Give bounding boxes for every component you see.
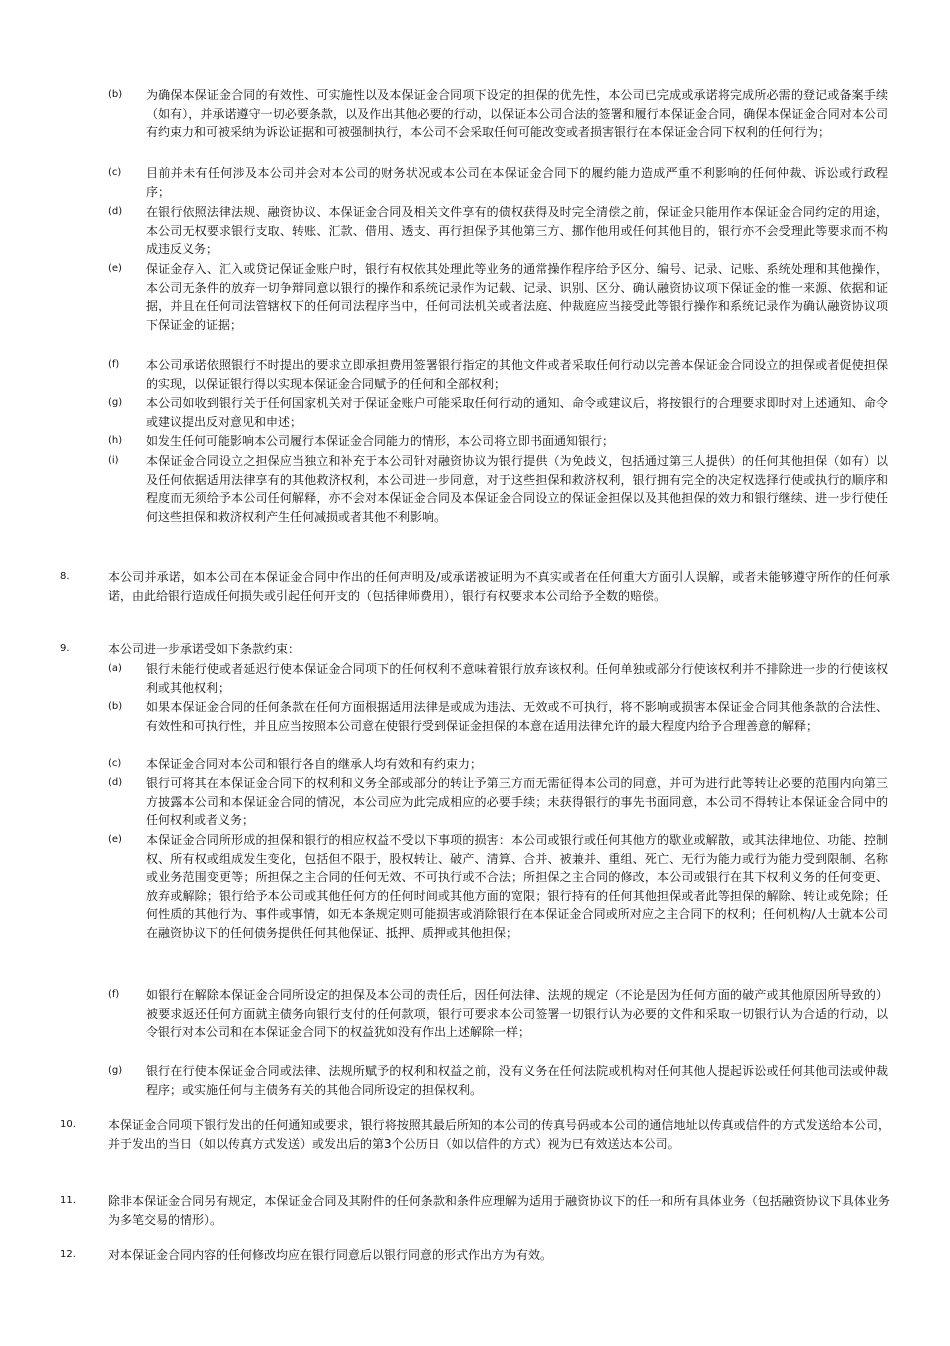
clause-text: 保证金存入、汇入或贷记保证金账户时，银行有权依其处理此等业务的通常操作程序给予区分、编号、记录、记账、系统处理和其他操作，本公司无条件的放弃一切争辩同意以银行的操作和系统记录作为记载、记录、识别、区分、确认融资协议项下保证金的惟一来源、依据和证据，并且在任何司法管辖权下的任何司法程序当中，任何司法机关或者法庭、仲裁庭应当接受此等银行操作和系统记录作为确认融资协议项下保证金的证据； [146, 262, 888, 332]
clause-label: (a) [108, 663, 122, 674]
clause-item [108, 1062, 888, 1099]
section-number: 12. [60, 1249, 76, 1260]
clause-text: 如发生任何可能影响本公司履行本保证金合同能力的情形，本公司将立即书面通知银行； [146, 434, 615, 448]
section-number: 10. [60, 1119, 76, 1130]
section-text: 除非本保证金合同另有规定，本保证金合同及其附件的任何条款和条件应理解为适用于融资协议下的任一和所有具体业务（包括融资协议下具体业务为多笔交易的情形）。 [108, 1194, 890, 1227]
clause-item [108, 452, 888, 526]
clause-item [108, 203, 888, 259]
section-10 [60, 1116, 890, 1153]
section-text: 本公司进一步承诺受如下条款约束： [108, 642, 301, 656]
clause-item [108, 356, 888, 393]
clause-item [108, 164, 888, 201]
clause-text: 本公司如收到银行关于任何国家机关对于保证金账户可能采取任何行动的通知、命令或建议后，将按银行的合理要求即时对上述通知、命令或建议提出反对意见和申述； [146, 396, 888, 429]
clause-label: (f) [108, 989, 120, 1000]
clause-text: 如银行在解除本保证金合同所设定的担保及本公司的责任后，因任何法律、法规的规定（不论是因为任何方面的破产或其他原因所导致的）被要求返还任何方面就主债务向银行支付的任何款项，银行可要求本公司签署一切银行认为必要的文件和采取一切银行认为合适的行动，以令银行对本公司和在本保证金合同下的权益犹如没有作出上述解除一样； [146, 988, 888, 1039]
section-number: 9. [60, 643, 70, 654]
section-number: 11. [60, 1195, 76, 1206]
section-11 [60, 1192, 890, 1229]
clause-label: (b) [108, 701, 123, 712]
clause-text: 银行在行使本保证金合同或法律、法规所赋予的权利和权益之前，没有义务在任何法院或机构对任何其他人提起诉讼或任何其他司法或仲裁程序；或实施任何与主债务有关的其他合同所设定的担保权利。 [146, 1064, 888, 1097]
clause-text: 目前并未有任何涉及本公司并会对本公司的财务状况或本公司在本保证金合同下的履约能力造成严重不利影响的任何仲裁、诉讼或行政程序； [146, 166, 888, 199]
clause-text: 本公司承诺依照银行不时提出的要求立即承担费用签署银行指定的其他文件或者采取任何行动以完善本保证金合同设立的担保或者促使担保的实现，以保证银行得以实现本保证金合同赋予的任何和全部权利； [146, 358, 888, 391]
clause-item [108, 86, 888, 142]
clause-item [108, 831, 888, 942]
clause-text: 在银行依照法律法规、融资协议、本保证金合同及相关文件享有的债权获得及时完全清偿之前，保证金只能用作本保证金合同约定的用途，本公司无权要求银行支取、转账、汇款、借用、透支、再行担保予其他第三方、挪作他用或任何其他目的，银行亦不会受理此等要求而不构成违反义务； [146, 205, 888, 256]
section-number: 8. [60, 571, 70, 582]
clause-item [108, 260, 888, 334]
clause-text: 本保证金合同设立之担保应当独立和补充于本公司针对融资协议为银行提供（为免歧义，包括通过第三人提供）的任何其他担保（如有）以及任何依据适用法律享有的其他救济权利，本公司进一步同意，对于这些担保和救济权利，银行拥有完全的决定权选择行使或执行的顺序和程度而无须给予本公司任何解释，亦不会对本保证金合同及本保证金合同设立的保证金担保以及其他担保的效力和银行继续、进一步行使任何这些担保和救济权利产生任何减损或者其他不利影响。 [146, 454, 888, 524]
clause-item [108, 660, 888, 697]
clause-item [108, 432, 888, 451]
section-9 [60, 640, 890, 659]
clause-label: (i) [108, 455, 119, 466]
clause-text: 银行未能行使或者延迟行使本保证金合同项下的任何权利不意味着银行放弃该权利。任何单独或部分行使该权利并不排除进一步的行使该权利或其他权利； [146, 662, 888, 695]
clause-label: (g) [108, 397, 123, 408]
clause-label: (b) [108, 89, 123, 100]
clause-item [108, 774, 888, 830]
clause-item [108, 986, 888, 1042]
clause-label: (c) [108, 167, 122, 178]
clause-label: (e) [108, 834, 122, 845]
clause-item [108, 755, 888, 774]
clause-text: 为确保本保证金合同的有效性、可实施性以及本保证金合同项下设定的担保的优先性，本公司已完成或承诺将完成所必需的登记或备案手续（如有），并承诺遵守一切必要条款，以及作出其他必要的行动，以保证本公司合法的签署和履行本保证金合同，确保本保证金合同对本公司有约束力和可被采纳为诉讼证据和可被强制执行，本公司不会采取任何可能改变或者损害银行在本保证金合同下权利的任何行为； [146, 88, 888, 139]
clause-text: 本保证金合同所形成的担保和银行的相应权益不受以下事项的损害：本公司或银行或任何其他方的歇业或解散，或其法律地位、功能、控制权、所有权或组成发生变化，包括但不限于，股权转让、破产、清算、合并、被兼并、重组、死亡、无行为能力或行为能力受到限制、名称或业务范围变更等；所担保之主合同的任何无效、不可执行或不合法；所担保之主合同的修改，本公司或银行在其下权利义务的任何变更、放弃或解除；银行给予本公司或其他任何方的任何时间或其他方面的宽限；银行持有的任何其他担保或者此等担保的解除、转让或免除；任何性质的其他行为、事件或事情，如无本条规定则可能损害或消除银行在本保证金合同或所对应之主合同下的权利；任何机构/人士就本公司在融资协议下的任何债务提供任何其他保证、抵押、质押或其他担保； [146, 833, 888, 940]
clause-text: 银行可将其在本保证金合同下的权利和义务全部或部分的转让予第三方而无需征得本公司的同意，并可为进行此等转让必要的范围内向第三方披露本公司和本保证金合同的情况，本公司应为此完成相应的必要手续；未获得银行的事先书面同意，本公司不得转让本保证金合同中的任何权利或者义务； [146, 776, 888, 827]
clause-item [108, 394, 888, 431]
clause-label: (c) [108, 758, 122, 769]
clause-label: (f) [108, 359, 120, 370]
clause-label: (d) [108, 777, 123, 788]
clause-label: (d) [108, 206, 123, 217]
section-text: 本保证金合同项下银行发出的任何通知或要求，银行将按照其最后所知的本公司的传真号码或本公司的通信地址以传真或信件的方式发送给本公司，并于发出的当日（如以传真方式发送）或发出后的第3个公历日（如以信件的方式）视为已有效送达本公司。 [108, 1118, 890, 1151]
clause-text: 本保证金合同对本公司和银行各自的继承人均有效和有约束力； [146, 757, 483, 771]
clause-item [108, 698, 888, 735]
clause-label: (h) [108, 435, 123, 446]
clause-text: 如果本保证金合同的任何条款在任何方面根据适用法律是或成为违法、无效或不可执行，将不影响或损害本保证金合同其他条款的合法性、有效性和可执行性，并且应当按照本公司意在使银行受到保证金担保的本意在适用法律允许的最大程度内给予合理善意的解释； [146, 700, 888, 733]
section-text: 本公司并承诺，如本公司在本保证金合同中作出的任何声明及/或承诺被证明为不真实或者在任何重大方面引人误解，或者未能够遵守所作的任何承诺，由此给银行造成任何损失或引起任何开支的（包括律师费用），银行有权要求本公司给予全数的赔偿。 [108, 570, 890, 603]
section-12 [60, 1246, 890, 1265]
clause-label: (g) [108, 1065, 123, 1076]
section-8 [60, 568, 890, 605]
section-text: 对本保证金合同内容的任何修改均应在银行同意后以银行同意的形式作出方为有效。 [108, 1248, 553, 1262]
clause-label: (e) [108, 263, 122, 274]
